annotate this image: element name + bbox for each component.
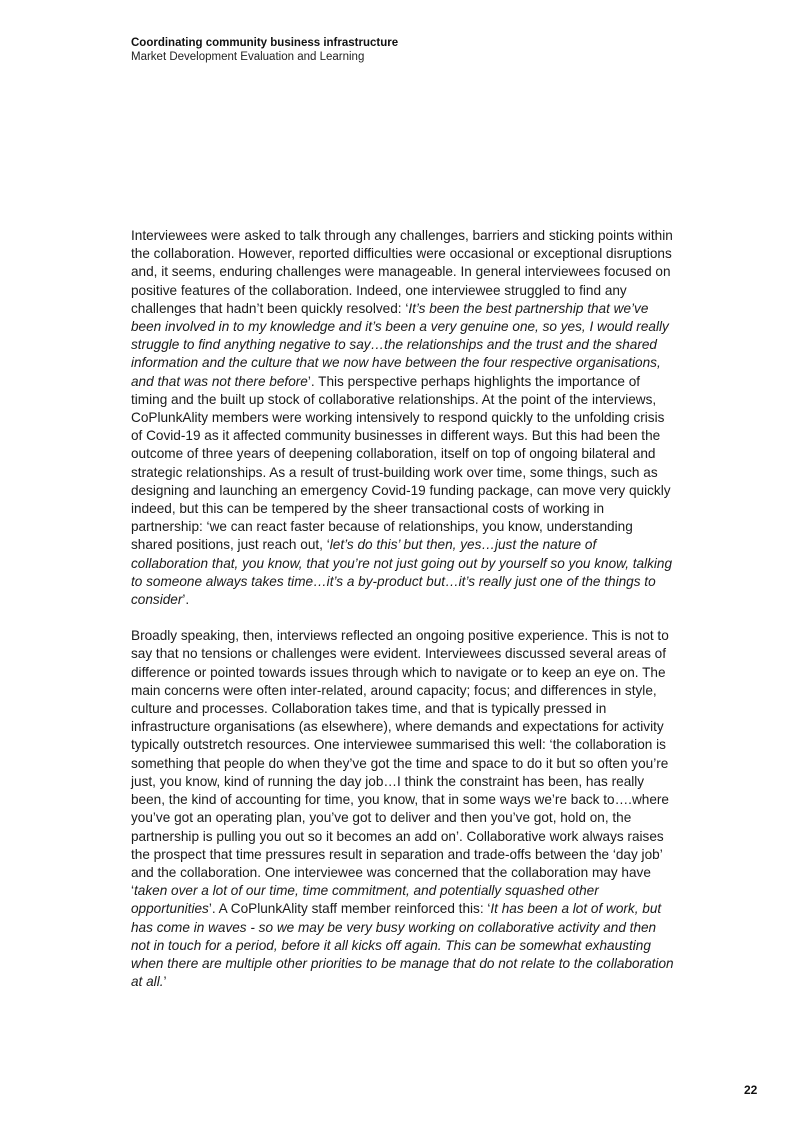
- paragraph-1: [131, 227, 676, 609]
- quote-run: It’s been the best partnership that we’ve been involved in to my knowledge and it’s been a very genuine one, so yes, I would really struggle to find anything negative to say…the relationships and the trust and the shared information and the culture that we now have between the four respective organisations, and that was not there before: [131, 300, 669, 389]
- text-run: Interviewees were asked to talk through any challenges, barriers and sticking points within the collaboration. However, reported difficulties were occasional or exceptional disruptions and, it seems, enduring challenges were manageable. In general interviewees focused on positive features of the collaboration. Indeed, one interviewee struggled to find any challenges that hadn’t been quickly resolved: ‘: [131, 228, 673, 316]
- header-title: Coordinating community business infrastructure: [131, 37, 399, 49]
- text-run: ’. This perspective perhaps highlights the importance of timing and the built up stock of collaborative relationships. At the point of the interviews, CoPlunkAlity members were working intensively to respond quickly to the unfolding crisis of Covid-19 as it affected community businesses in different ways. But this had been the outcome of three years of deepening collaboration, itself on top of ongoing bilateral and strategic relationships. As a result of trust-building work over time, some things, such as designing and launching an emergency Covid-19 funding package, can move very quickly indeed, but this can be tempered by the sheer transactional costs of working in partnership: ‘we can react faster because of relationships, you know, understanding shared positions, just reach out, ‘: [131, 373, 671, 553]
- paragraph-2: [131, 627, 676, 991]
- text-run: ’.: [182, 592, 190, 608]
- header-subtitle: Market Development Evaluation and Learning: [131, 51, 365, 63]
- page-number: 22: [744, 1083, 758, 1097]
- running-header: [131, 36, 398, 65]
- quote-run: It has been a lot of work, but has come in waves - so we may be very busy working on collaborative activity and then not in touch for a period, before it all kicks off again. This can be somewhat exhausting when there are multiple other priorities to be manage that do not relate to the collaboration at all.: [131, 901, 674, 990]
- text-run: ’: [163, 974, 167, 990]
- text-run: Broadly speaking, then, interviews reflected an ongoing positive experience. This is not to say that no tensions or challenges were evident. Interviewees discussed several areas of difference or pointed towards issues through which to navigate or to keep an eye on. The main concerns were often inter-related, around capacity; focus; and differences in style, culture and processes. Collaboration takes time, and that is typically pressed in infrastructure organisations (as elsewhere), where demands and expectations for activity typically outstretch resources. One interviewee summarised this well: ‘the collaboration is something that people do when they’ve got the time and space to do it but so often you’re just, you know, kind of running the day job…I think the constraint has been, has really been, the kind of accounting for time, you know, that in some ways we’re back to….where you’ve got an operating plan, you’ve got to deliver and then you’ve got, hold on, the partnership is pulling you out so it becomes an add on’. Collaborative work always raises the prospect that time pressures result in separation and trade-offs between the ‘day job’ and the collaboration. One interviewee was concerned that the collaboration may have ‘: [131, 628, 669, 899]
- body-text: [131, 227, 676, 991]
- quote-run: taken over a lot of our time, time commitment, and potentially squashed other opportunities: [131, 883, 599, 917]
- text-run: ’. A CoPlunkAlity staff member reinforced this: ‘: [208, 901, 491, 917]
- quote-run: let’s do this’ but then, yes…just the nature of collaboration that, you know, that you’re not just going out by yourself so you know, talking to someone always takes time…it’s a by-product but…it’s really just one of the things to consider: [131, 537, 673, 608]
